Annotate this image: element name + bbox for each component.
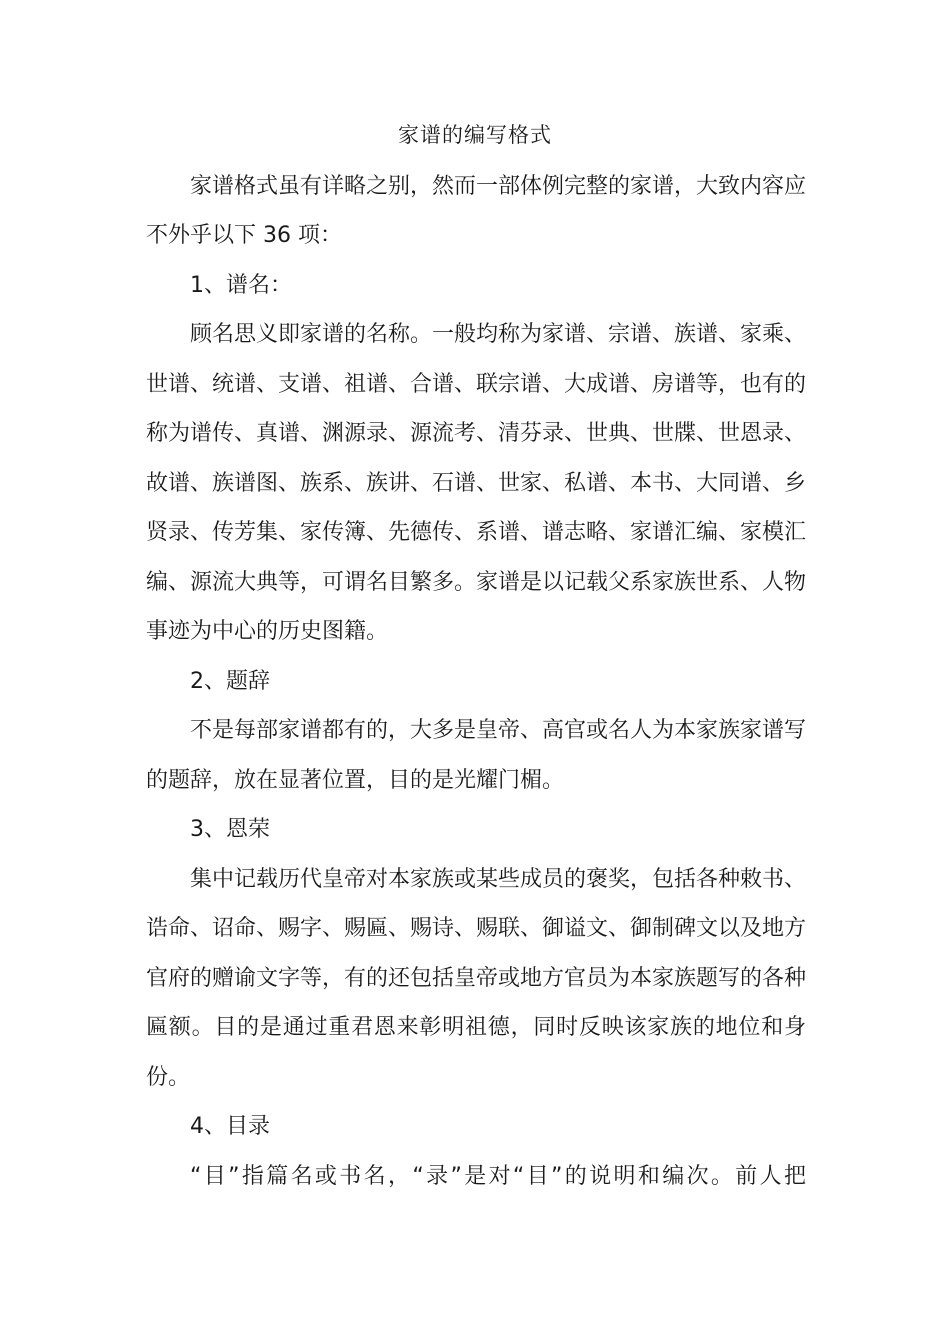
section-heading-3: 3、恩荣 (190, 817, 270, 842)
section-3-line: 诰命、诏命、赐字、赐匾、赐诗、赐联、御谥文、御制碑文以及地方 (146, 916, 807, 941)
section-1-line: 顾名思义即家谱的名称。一般均称为家谱、宗谱、族谱、家乘、 (190, 322, 807, 347)
section-4-line: “目”指篇名或书名，“录”是对“目”的说明和编次。前人把 (190, 1164, 806, 1189)
section-1-line: 称为谱传、真谱、渊源录、源流考、清芬录、世典、世牒、世恩录、 (146, 421, 807, 446)
intro-line-1: 家谱格式虽有详略之别，然而一部体例完整的家谱，大致内容应 (190, 174, 807, 199)
section-3-line: 匾额。目的是通过重君恩来彰明祖德，同时反映该家族的地位和身 (146, 1015, 806, 1040)
intro-line-2: 不外乎以下 36 项： (146, 223, 342, 248)
section-3-line: 官府的赠谕文字等，有的还包括皇帝或地方官员为本家族题写的各种 (146, 966, 807, 991)
section-1-line: 事迹为中心的历史图籍。 (146, 619, 389, 644)
section-3-line: 份。 (146, 1065, 191, 1090)
section-2-line: 不是每部家谱都有的，大多是皇帝、高官或名人为本家族家谱写 (190, 718, 807, 743)
section-3-line: 集中记载历代皇帝对本家族或某些成员的褒奖，包括各种敕书、 (190, 867, 807, 892)
section-heading-2: 2、题辞 (190, 669, 270, 694)
section-1-line: 故谱、族谱图、族系、族讲、石谱、世家、私谱、本书、大同谱、乡 (146, 471, 807, 496)
section-2-line: 的题辞，放在显著位置，目的是光耀门楣。 (146, 768, 565, 793)
section-1-line: 贤录、传芳集、家传簿、先德传、系谱、谱志略、家谱汇编、家模汇 (146, 520, 807, 545)
document-title: 家谱的编写格式 (398, 123, 552, 147)
section-heading-4: 4、目录 (190, 1114, 270, 1139)
section-heading-1: 1、谱名： (190, 273, 292, 298)
section-1-line: 世谱、统谱、支谱、祖谱、合谱、联宗谱、大成谱、房谱等，也有的 (146, 372, 807, 397)
section-1-line: 编、源流大典等，可谓名目繁多。家谱是以记载父系家族世系、人物 (146, 570, 807, 595)
